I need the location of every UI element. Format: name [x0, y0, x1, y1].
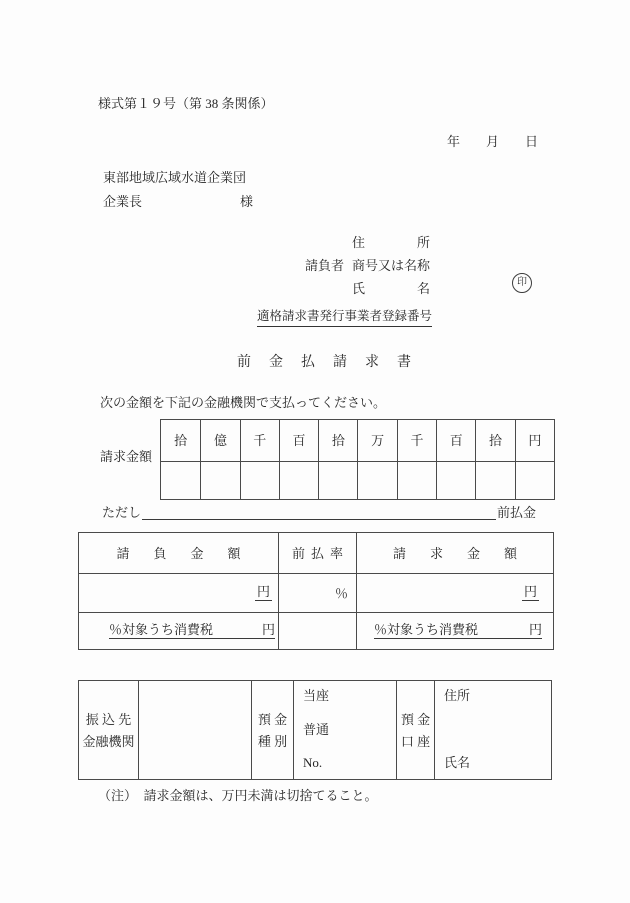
contractor-line: [305, 259, 430, 272]
payment-instruction: 次の金額を下記の金融機関で支払ってください。: [100, 395, 387, 410]
digit-header: 万: [357, 420, 396, 461]
contract-amount-header: 請負金額: [116, 545, 265, 561]
advance-rate-header-cell: [278, 533, 356, 573]
payee-bank-entry-cell: [138, 681, 251, 779]
digit-entry-cell: [279, 461, 318, 499]
advance-rate-value-cell: [278, 573, 356, 612]
request-amount-header-cell: [356, 533, 553, 573]
form-number: 様式第１９号（第 38 条関係）: [98, 96, 274, 111]
percent-unit: ％: [334, 585, 348, 601]
digit-entry-cell: [240, 461, 279, 499]
payee-bank-label-cell: [79, 681, 138, 779]
yen-unit: 円: [262, 622, 276, 637]
deposit-type-options-cell: [293, 681, 396, 779]
digit-entry-cell: [200, 461, 239, 499]
digit-header: 円: [515, 420, 554, 461]
empty-cell: [278, 612, 356, 649]
contract-amount-value-cell: [79, 573, 278, 612]
deposit-type-label-cell: [251, 681, 293, 779]
advance-rate-header: 前払率: [291, 545, 349, 561]
proviso-blank-line: [142, 505, 496, 520]
holder-name-label: 氏名: [444, 755, 471, 770]
account-holder-cell: [434, 681, 551, 779]
request-amount-header: 請求金額: [392, 545, 541, 561]
contractor-name-label: 氏 名: [352, 281, 431, 296]
bank-transfer-table: [78, 680, 552, 780]
footnote: （注） 請求金額は、万円未満は切捨てること。: [98, 788, 378, 803]
deposit-label-line1: 預 金: [257, 711, 288, 727]
deposit-label-line2: 種 別: [257, 733, 288, 749]
contractor-address-label: 住 所: [352, 235, 431, 250]
document-title: 前金払請求書: [237, 355, 429, 370]
digit-entry-cell: [436, 461, 475, 499]
contractor-party-label: 請負者: [305, 258, 345, 273]
digit-header: 拾: [475, 420, 514, 461]
yen-unit: 円: [256, 584, 270, 599]
date-line: 年 月 日: [447, 134, 539, 149]
digit-entry-cell: [397, 461, 436, 499]
contract-amount-header-cell: [79, 533, 278, 573]
account-label-line1: 預 金: [400, 711, 431, 727]
seal-mark-icon: [512, 273, 532, 293]
digit-entry-cell: [357, 461, 396, 499]
digit-header: 拾: [174, 433, 188, 448]
digit-header: 百: [279, 420, 318, 461]
account-number-label: No.: [303, 755, 323, 770]
recipient-organization: 東部地域広域水道企業団: [103, 170, 247, 185]
digit-header: 億: [200, 420, 239, 461]
contract-tax-cell: [79, 612, 278, 649]
registration-number-heading: 適格請求書発行事業者登録番号: [257, 310, 432, 327]
payee-label-line2: 金融機関: [82, 733, 135, 749]
proviso-prefix: ただし: [102, 505, 142, 520]
recipient-honorific: 様: [240, 194, 254, 209]
recipient-title: 企業長: [103, 194, 143, 209]
amount-digit-table: [160, 419, 555, 500]
proviso-suffix: 前払金: [496, 505, 536, 520]
tax-label: ％対象うち消費税: [109, 622, 214, 637]
request-tax-line: [374, 623, 542, 639]
payee-label-line1: 振 込 先: [85, 711, 132, 727]
proviso-line: [102, 505, 536, 520]
amount-row-label: 請求金額: [100, 449, 153, 464]
digit-entry-cell: [318, 461, 357, 499]
tax-label: ％対象うち消費税: [374, 622, 479, 637]
yen-unit: 円: [529, 622, 543, 637]
breakdown-table: [78, 532, 554, 650]
seal-character: 印: [517, 277, 527, 288]
recipient-line: [103, 195, 253, 208]
digit-entry-cell: [475, 461, 514, 499]
account-label-cell: [396, 681, 434, 779]
digit-header: 千: [397, 420, 436, 461]
digit-header: 拾: [318, 420, 357, 461]
contractor-trade-name-label: 商号又は名称: [352, 258, 431, 273]
contract-tax-line: [109, 623, 275, 639]
account-label-line2: 口 座: [400, 733, 431, 749]
digit-entry-cell: [515, 461, 554, 499]
digit-header: 千: [240, 420, 279, 461]
yen-unit: 円: [523, 584, 537, 599]
deposit-type-ordinary: 普通: [303, 721, 330, 737]
request-amount-value-cell: [356, 573, 553, 612]
holder-address-label: 住所: [444, 688, 471, 703]
deposit-type-current: 当座: [303, 688, 330, 703]
digit-header: 百: [436, 420, 475, 461]
digit-entry-cell: [161, 461, 200, 499]
request-tax-cell: [356, 612, 553, 649]
